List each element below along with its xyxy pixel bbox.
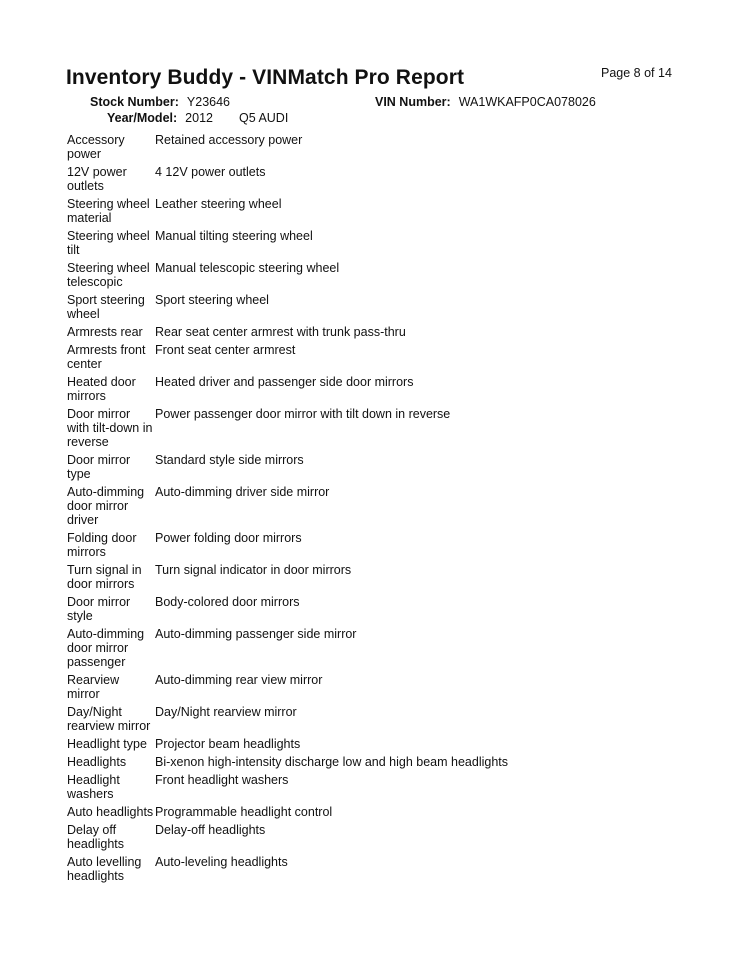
spec-row [67,673,707,701]
vin-number-value: WA1WKAFP0CA078026 [458,95,596,109]
spec-list [67,133,707,887]
spec-row [67,229,707,257]
spec-description: Auto-dimming passenger side mirror [155,627,357,641]
spec-description: Leather steering wheel [155,197,282,211]
spec-row [67,563,707,591]
spec-description: Heated driver and passenger side door mirrors [155,375,414,389]
spec-feature: 12V power outlets [67,165,127,193]
spec-row [67,805,707,819]
spec-row [67,531,707,559]
spec-feature: Auto-dimming door mirror passenger [67,627,145,669]
spec-feature: Accessory power [67,133,125,161]
spec-feature: Headlight type [67,737,147,751]
spec-description: Auto-dimming driver side mirror [155,485,330,499]
spec-feature: Headlights [67,755,127,769]
page-number: Page 8 of 14 [601,66,672,80]
spec-description: Projector beam headlights [155,737,301,751]
spec-row [67,705,707,733]
spec-description: Front headlight washers [155,773,289,787]
spec-feature: Day/Night rearview mirror [67,705,151,733]
spec-row [67,453,707,481]
spec-feature: Steering wheel material [67,197,150,225]
stock-number [90,95,230,109]
spec-description: Power passenger door mirror with tilt down in reverse [155,407,451,421]
spec-row [67,855,707,883]
spec-row [67,407,707,449]
spec-row [67,375,707,403]
spec-feature: Steering wheel telescopic [67,261,150,289]
spec-row [67,595,707,623]
spec-description: Rear seat center armrest with trunk pass-thru [155,325,406,339]
spec-description: Front seat center armrest [155,343,296,357]
spec-row [67,823,707,851]
spec-description: 4 12V power outlets [155,165,266,179]
spec-feature: Auto levelling headlights [67,855,142,883]
spec-feature: Auto-dimming door mirror driver [67,485,145,527]
spec-row [67,737,707,751]
spec-description: Auto-dimming rear view mirror [155,673,323,687]
spec-feature: Turn signal in door mirrors [67,563,142,591]
spec-feature: Folding door mirrors [67,531,137,559]
spec-row [67,165,707,193]
spec-feature: Rearview mirror [67,673,120,701]
stock-number-value: Y23646 [186,95,231,109]
spec-description: Standard style side mirrors [155,453,304,467]
spec-feature: Steering wheel tilt [67,229,150,257]
spec-description: Programmable headlight control [155,805,333,819]
spec-feature: Door mirror with tilt-down in reverse [67,407,153,449]
year-value: 2012 [185,111,213,125]
vin-number [375,95,596,109]
spec-row [67,197,707,225]
spec-row [67,755,707,769]
spec-row [67,261,707,289]
model-value: Q5 AUDI [238,111,289,125]
year-model-label: Year/Model: [107,111,178,125]
spec-description: Sport steering wheel [155,293,269,307]
spec-feature: Sport steering wheel [67,293,145,321]
spec-description: Auto-leveling headlights [155,855,288,869]
spec-row [67,133,707,161]
report-title: Inventory Buddy - VINMatch Pro Report [66,66,465,89]
spec-description: Retained accessory power [155,133,303,147]
spec-row [67,293,707,321]
spec-description: Delay-off headlights [155,823,266,837]
spec-feature: Heated door mirrors [67,375,136,403]
spec-feature: Armrests rear [67,325,143,339]
year-model [107,111,288,125]
spec-description: Body-colored door mirrors [155,595,300,609]
spec-description: Day/Night rearview mirror [155,705,297,719]
stock-number-label: Stock Number: [90,95,179,109]
spec-description: Power folding door mirrors [155,531,302,545]
spec-row [67,627,707,669]
spec-row [67,773,707,801]
spec-description: Turn signal indicator in door mirrors [155,563,352,577]
spec-feature: Delay off headlights [67,823,124,851]
spec-feature: Headlight washers [67,773,120,801]
spec-row [67,343,707,371]
spec-description: Bi-xenon high-intensity discharge low and high beam headlights [155,755,508,769]
spec-feature: Armrests front center [67,343,146,371]
spec-row [67,325,707,339]
spec-feature: Door mirror type [67,453,131,481]
spec-feature: Door mirror style [67,595,131,623]
spec-row [67,485,707,527]
spec-description: Manual telescopic steering wheel [155,261,340,275]
vin-number-label: VIN Number: [375,95,451,109]
spec-feature: Auto headlights [67,805,154,819]
spec-description: Manual tilting steering wheel [155,229,313,243]
